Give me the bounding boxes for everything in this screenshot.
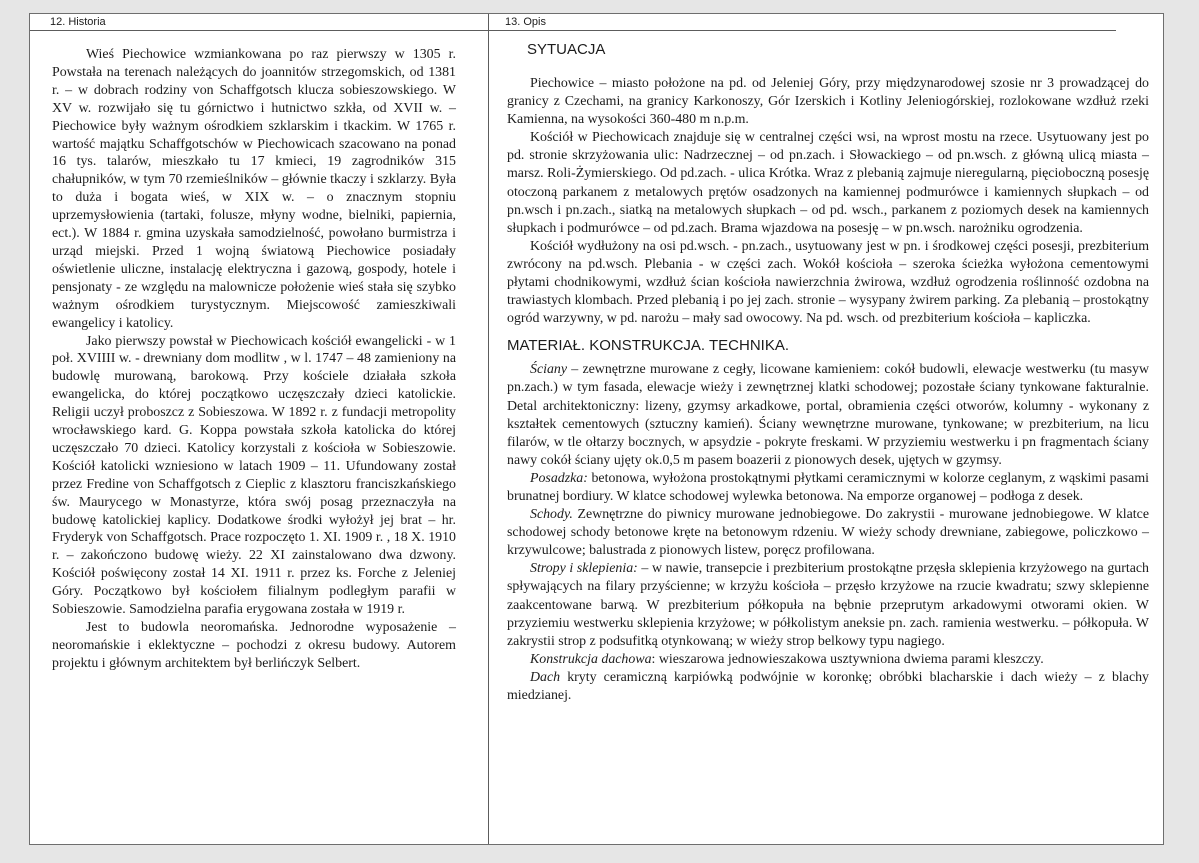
material-item-walls [507,361,1149,470]
material-text: – zewnętrzne murowane z cegły, licowane kamieniem: cokół budowli, elewacje westwerku (tu masyw pn.zach.) w tym fasada, elewacje wieży i zewnętrznej klatki schodowej; pozostałe ściany tynkowane fakturalnie. Detal architektoniczny: lizeny, gzymsy arkadkowe, portal, obramienia części otworów, kolumny - wykonany z kształtek cementowych (sztuczny kamień). Ściany wewnętrzne murowane, tynkowane; w prezbiterium, na licu filarów, w tle ołtarzy bocznych, w apsydzie - pokryte freskami. W przyziemiu westwerku i pn fragmentach ściany nawy cokół ściany ujęty ok.0,5 m pasem boazerii z pionowych desek, ujętych w gzymsy. [507,362,1149,468]
material-item-stairs [507,506,1149,560]
situation-paragraph: Kościół w Piechowicach znajduje się w centralnej części wsi, na wprost mostu na rzece. Usytuowany jest po pd. stronie skrzyżowania ulic: Nadrzecznej – od pn.zach. i Słowackiego – od pn.wsch. z główną ulicą miasta – marsz. Roli-Żymierskiego. Od pd.zach. - ulica Krótka. Wraz z plebanią zajmuje nieregularną, pięcioboczną posesję otoczoną parkanem z metalowych prętów osadzonych na kamiennej podmurówce i kamiennych słupkach – od pn.wsch i pn.zach., siatką na metalowych słupkach – od pd. wsch., parkanem z poziomych desek na kamiennych słupkach i podmurówce – od pd.zach. Brama wjazdowa na posesję – w pn.wsch. narożniku ogrodzenia. [507,130,1149,236]
material-term: Dach [530,669,561,685]
material-text: betonowa, wyłożona prostokątnymi płytkami ceramicznymi w kolorze ceglanym, z wąskimi pasami brunatnej bordiury. W klatce schodowej wylewka betonowa. Na emporze organowej – podłoga z desek. [507,470,1149,504]
material-item-floor [507,470,1149,506]
section-title-material: MATERIAŁ. KONSTRUKCJA. TECHNIKA. [507,337,789,355]
material-term: Schody. [530,507,573,523]
history-paragraph: Wieś Piechowice wzmiankowana po raz pierwszy w 1305 r. Powstała na terenach należących do joannitów strzegomskich, od 1381 r. – w dobrach rodziny von Schaffgotsch klucza sobieszowskiego. W XV w. rozwijało się tu górnictwo i hutnictwo szkła, od XVII w. – Piechowice były ważnym ośrodkiem szklarskim i tkackim. W 1765 r. wartość majątku Schaffgotschów w Piechowicach szacowano na ponad 16 tys. talarów, mieszkało tu 17 kmieci, 19 zagrodników 315 chałupników, w tym 70 rzemieślników – głównie tkaczy i szklarzy. Była to duża i bogata wieś, w XIX w. – o znacznym stopniu uprzemysłowienia (tartaki, folusze, młyny wodne, bielniki, papiernia, ect.). W 1884 r. gmina uzyskała samodzielność, powołano burmistrza i urząd miejski. Przed 1 wojną światową Piechowice posiadały oświetlenie uliczne, instalację elektryczna i gazową, gospody, hotele i pensjonaty - ze względu na malownicze położenie wieś stała się szybko ważnym ośrodkiem turystycznym. Miejscowość zamieszkiwali ewangelicy i katolicy. [52,47,456,331]
history-paragraph: Jest to budowla neoromańska. Jednorodne wyposażenie – neoromańskie i eklektyczne – pochodzi z okresu budowy. Autorem projektu i głównym architektem był berlińczyk Selbert. [52,620,456,671]
material-term: Konstrukcja dachowa [530,651,652,667]
material-text: kryty ceramiczną karpiówką podwójnie w koronkę; obróbki blacharskie i dach wieży – z blachy miedzianej. [507,669,1149,703]
material-text: Zewnętrzne do piwnicy murowane jednobiegowe. Do zakrystii - murowane jednobiegowe. W klatce schodowej schody betonowe kręte na betonowym rdzeniu. W wieży schody drewniane, zabiegowe, policzkowo – krzywulcowe; balustrada z pionowych listew, poręcz profilowana. [507,507,1149,559]
document-spread [29,13,1164,845]
material-term: Posadzka: [530,470,588,486]
material-item-roof-structure [507,651,1149,669]
material-item-vaults [507,560,1149,650]
situation-paragraph: Kościół wydłużony na osi pd.wsch. - pn.zach., usytuowany jest w pn. i środkowej części posesji, prezbiterium zwrócony na pd.wsch. Plebania - w części zach. Wokół kościoła – szeroka ścieżka wyłożona cementowymi płytami chodnikowymi, wzdłuż ścian kościoła nawierzchnia żwirowa, wzdłuż ogrodzenia roślinność ozdobna na trawiastych klombach. Przed plebanią i po jej zach. stronie – wysypany żwirem parking. Za plebanią – prostokątny ogród warzywny, w pd. narożu – mały sad owocowy. Na pd. wsch. od prezbiterium kościoła – kapliczka. [507,238,1149,327]
left-page-text [52,46,456,673]
material-text: : wieszarowa jednowieszakowa usztywniona dwiema parami kleszczy. [651,651,1044,667]
material-term: Stropy i sklepienia: [530,561,638,577]
right-page-header: 13. Opis [489,14,1116,31]
column-divider [488,14,489,844]
situation-paragraph: Piechowice – miasto położone na pd. od Jeleniej Góry, przy międzynarodowej szosie nr 3 prowadzącej do granicy z Czechami, na granicy Karkonoszy, Gór Izerskich i Kotliny Jeleniogórskiej, rozlokowane wzdłuż rzeki Kamienna, na wysokości 360-480 m n.p.m. [507,76,1149,128]
section-title-situation: SYTUACJA [527,41,606,58]
right-page-text [507,40,1149,705]
left-page-header: 12. Historia [30,14,488,31]
material-item-roof [507,669,1149,705]
history-paragraph: Jako pierwszy powstał w Piechowicach kościół ewangelicki - w 1 poł. XVIIII w. - drewniany dom modlitw , w l. 1747 – 48 zamieniony na budowlę murowaną, barokową. Przy kościele działała szkoła ewangelicka, do której początkowo uczęszczały dzieci katolickie. Religii uczył proboszcz z Sobieszowa. W 1892 r. z fundacji metropolity wrocławskiego kard. G. Koppa powstała szkoła katolicka do której uczęszczało 70 dzieci. Katolicy korzystali z kościoła w Sobieszowie. Kościół katolicki wzniesiono w latach 1909 – 11. Ufundowany został przez Fredine von Schaffgotsch z Cieplic z klasztoru franciszkańskiego św. Maurycego w Monastyrze, która swój posag przeznaczyła na budowę katolickiej kaplicy. Dodatkowe środki wyłożył jej brat – hr. Fryderyk von Schaffgotsch. Prace rozpoczęto 1. XI. 1909 r. , 18 X. 1910 r. – zakończono budowę wieży. 22 XI zainstalowano dwa dzwony. Kościół poświęcony został 14 XI. 1911 r. przez ks. Forche z Jeleniej Góry. Początkowo był kościołem filialnym podległym parafii w Sobieszowie. Samodzielna parafia erygowana została w 1919 r. [52,333,456,618]
material-text: – w nawie, transepcie i prezbiterium prostokątne przęsła sklepienia krzyżowego na gurtach spływających na filary przyścienne; w krzyżu kościoła – przęsło krzyżowe na rzucie kwadratu; szwy sklepienne zaakcentowane barwą. W prezbiterium półkopuła na bębnie przeprutym arkadowymi otworami okien. W przyziemiu westwerku sklepienia krzyżowe; w półkolistym aneksie pn. zach. ramienia westwerku. – półkopuła. W zakrystii strop z podsufitką otynkowaną; w wieży strop belkowy typu nagiego. [507,561,1149,649]
material-term: Ściany [530,362,568,378]
